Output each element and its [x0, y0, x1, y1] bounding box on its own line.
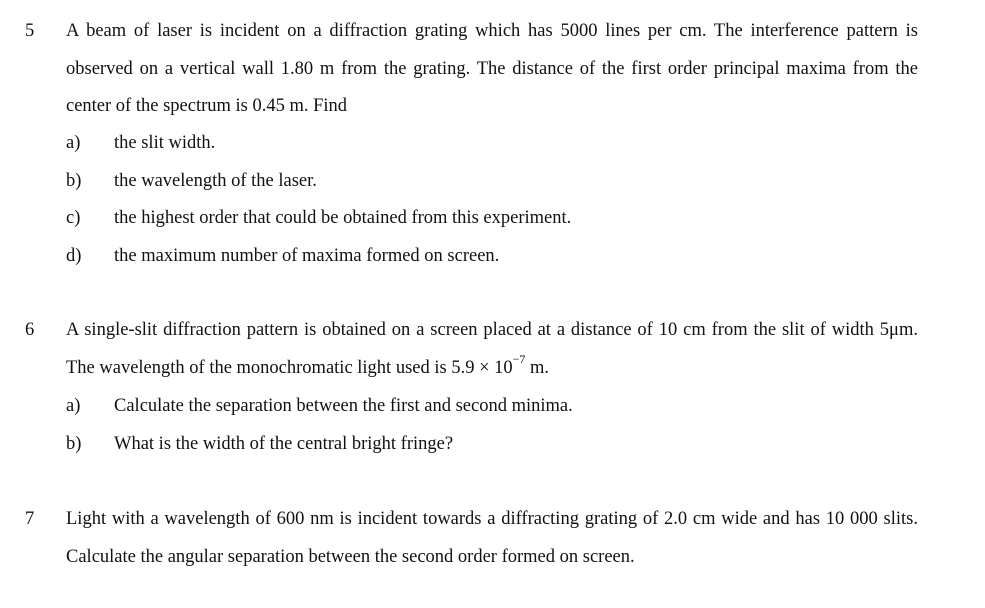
part-label: a): [66, 133, 81, 153]
question-part: [66, 163, 926, 201]
part-text: the slit width.: [114, 133, 216, 153]
question-part: [66, 125, 926, 163]
question-part: [66, 238, 926, 276]
question-number: 5: [25, 21, 35, 41]
question-text: [66, 312, 918, 387]
question-text: Light with a wavelength of 600 nm is incident towards a diffracting grating of 2.0 cm wide and has 10 000 slits. Calculate the angular separation between the second order formed on screen.: [66, 509, 918, 567]
part-label: c): [66, 208, 81, 228]
question-part: [66, 388, 926, 426]
part-text: the maximum number of maxima formed on screen.: [114, 245, 500, 266]
question-text-main: A single-slit diffraction pattern is obtained on a screen placed at a distance of 10 cm from the slit of width 5μm. The wavelength of the monochromatic light used is 5.9 × 10: [66, 320, 918, 378]
question-parts: [66, 125, 926, 275]
part-text: the highest order that could be obtained from this experiment.: [114, 208, 572, 228]
exponent: −7: [512, 352, 526, 367]
part-label: b): [66, 433, 82, 454]
part-label: a): [66, 396, 81, 416]
part-label: b): [66, 170, 82, 191]
question-text-unit: m.: [525, 357, 550, 378]
question-number: 7: [25, 509, 35, 529]
part-text: the wavelength of the laser.: [114, 170, 317, 191]
question-number: 6: [25, 320, 35, 340]
question-text: A beam of laser is incident on a diffraction grating which has 5000 lines per cm. The interference pattern is observed on a vertical wall 1.80 m from the grating. The distance of the first order principal maxima from the center of the spectrum is 0.45 m. Find: [66, 21, 918, 116]
part-label: d): [66, 245, 82, 266]
part-text: What is the width of the central bright fringe?: [114, 433, 454, 454]
question-part: [66, 200, 926, 238]
part-text: Calculate the separation between the first and second minima.: [114, 396, 573, 416]
question-part: [66, 426, 926, 464]
question-parts: [66, 388, 926, 463]
